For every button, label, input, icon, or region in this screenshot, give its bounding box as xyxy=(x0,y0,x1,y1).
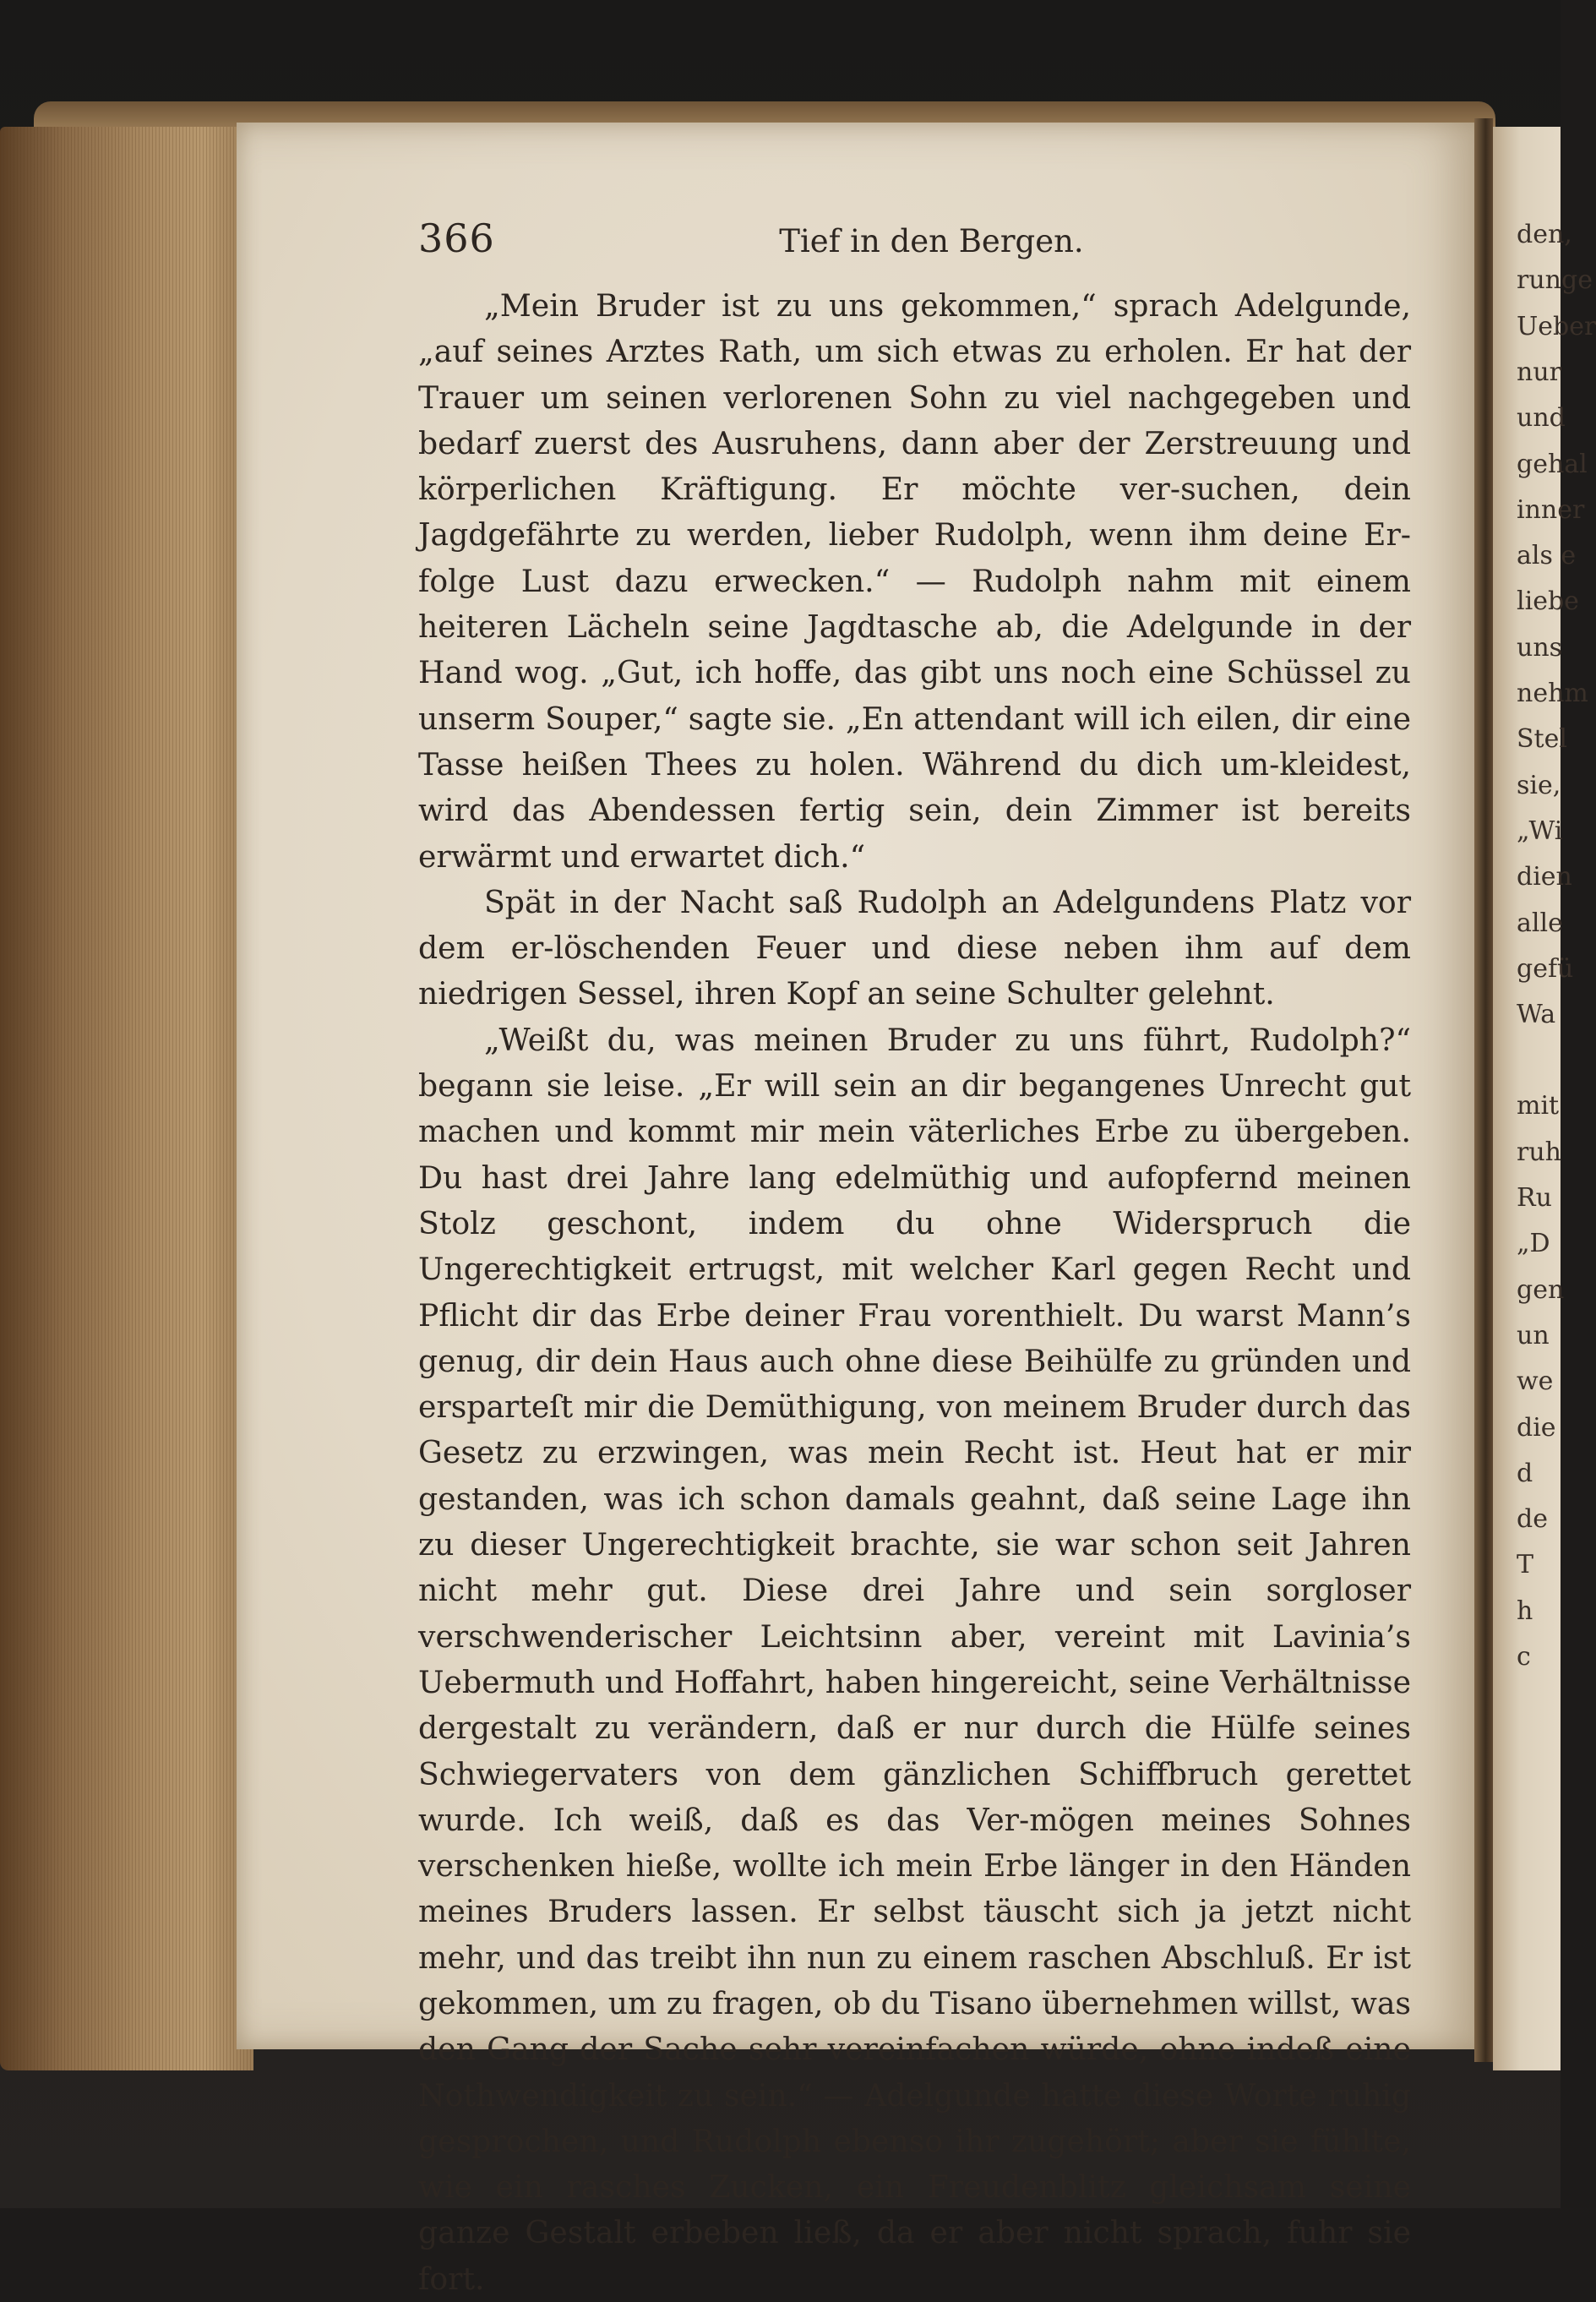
facing-page-fragment: die xyxy=(1517,1412,1556,1443)
facing-page-fragment: de xyxy=(1517,1504,1548,1535)
paragraph: Spät in der Nacht saß Rudolph an Adelgundens Platz vor dem er-löschenden Feuer und diese neben ihm auf dem niedrigen Sessel, ihren Kopf an seine Schulter gelehnt. xyxy=(418,883,1411,1012)
facing-page-fragment: „D xyxy=(1517,1229,1550,1259)
facing-page-fragment: uns xyxy=(1517,632,1563,663)
book-gutter xyxy=(1474,118,1493,2062)
facing-page-fragment: inner xyxy=(1517,494,1585,525)
facing-page-fragment: gefü xyxy=(1517,953,1574,984)
facing-page-fragment: Ueber xyxy=(1517,311,1596,341)
facing-page-fragment: und xyxy=(1517,403,1566,434)
facing-page-fragment: we xyxy=(1517,1366,1554,1397)
paragraph: „Mein Bruder ist zu uns gekommen,“ sprach Adelgunde, „auf seines Arztes Rath, um sich etwas zu erholen. Er hat der Trauer um seinen verlorenen Sohn zu viel nachgegeben und bedarf zuerst des Ausruhens, dann aber der Zerstreuung und körperlichen Kräftigung. Er möchte ver-suchen, dein Jagdgefährte zu werden, lieber Rudolph, wenn ihm deine Er-folge Lust dazu erwecken.“ — Rudolph nahm mit einem heiteren Lächeln seine Jagdtasche ab, die Adelgunde in der Hand wog. „Gut, ich hoffe, das gibt uns noch eine Schüssel zu unserm Souper,“ sagte sie. „En attendant will ich eilen, dir eine Tasse heißen Thees zu holen. Während du dich um-kleidest, wird das Abendessen fertig sein, dein Zimmer ist bereits erwärmt und erwartet dich.“ xyxy=(418,287,1411,875)
facing-page-fragment: den, xyxy=(1517,220,1572,249)
facing-page-fragment: dien xyxy=(1517,862,1572,892)
facing-page-fragment: liebe xyxy=(1517,586,1579,617)
facing-page-fragment: h xyxy=(1517,1596,1533,1626)
facing-page-fragment: nur xyxy=(1517,357,1561,387)
facing-page-fragment: Wa xyxy=(1517,1000,1556,1030)
facing-page-fragment: „Wi xyxy=(1517,816,1563,846)
facing-page-fragment: d xyxy=(1517,1458,1533,1488)
facing-page-fragment: c xyxy=(1517,1642,1531,1672)
facing-page-fragment: gen xyxy=(1517,1274,1565,1305)
facing-page-fragment: als e xyxy=(1517,541,1577,571)
facing-page-fragment: un xyxy=(1517,1320,1550,1350)
facing-page-fragment: alle xyxy=(1517,908,1563,938)
body-text xyxy=(418,283,1411,2302)
running-title: Tief in den Bergen. xyxy=(779,223,1084,259)
facing-page-fragment: Stel xyxy=(1517,724,1567,755)
facing-page-fragment: runge xyxy=(1517,265,1593,296)
book-page-edges xyxy=(0,127,253,2070)
facing-page xyxy=(1493,127,1596,2070)
facing-page-fragment: Ru xyxy=(1517,1183,1552,1213)
facing-page-fragment: ruh xyxy=(1517,1137,1561,1167)
facing-page-fragment: sie, xyxy=(1517,770,1561,800)
facing-page-fragment: nehm xyxy=(1517,679,1588,708)
page-number: 366 xyxy=(418,215,495,261)
running-head xyxy=(418,215,1411,279)
paragraph: „Weißt du, was meinen Bruder zu uns führt, Rudolph?“ begann sie leise. „Er will sein an dir begangenes Unrecht gut machen und kommt mir mein väterliches Erbe zu übergeben. Du hast drei Jahre lang edelmüthig und aufopfernd meinen Stolz geschont, indem du ohne Widerspruch die Ungerechtigkeit ertrugst, mit welcher Karl gegen Recht und Pflicht dir das Erbe deiner Frau vorenthielt. Du warst Mann’s genug, dir dein Haus auch ohne diese Beihülfe zu gründen und ersparteſt mir die Demüthigung, von meinem Bruder durch das Gesetz zu erzwingen, was mein Recht ist. Heut hat er mir gestanden, was ich schon damals geahnt, daß seine Lage ihn zu dieser Ungerechtigkeit brachte, sie war schon seit Jahren nicht mehr gut. Diese drei Jahre und sein sorgloser verschwenderischer Leichtsinn aber, vereint mit Lavinia’s Uebermuth und Hoffahrt, haben hingereicht, seine Verhältnisse dergestalt zu verändern, daß er nur durch die Hülfe seines Schwiegervaters von dem gänzlichen Schiffbruch gerettet wurde. Ich weiß, daß es das Ver-mögen meines Sohnes verschenken hieße, wollte ich mein Erbe länger in den Händen meines Bruders lassen. Er selbst täuscht sich ja jetzt nicht mehr, und das treibt ihn nun zu einem raschen Abschluß. Er ist gekommen, um zu fragen, ob du Tisano übernehmen willst, was den Gang der Sache sehr vereinfachen würde, ohne indeß eine Nothwendigkeit zu sein.“ — Adelgunde hatte diese Worte ruhig gesprochen, und Rudolph ebenso ihr zugehört; aber sie fühlte, wie ein rasches Zucken, ein Freudenblitz gleichsam seine ganze Gestalt erbeben ließ, da er aber nicht sprach, fuhr sie fort. xyxy=(418,1021,1411,2297)
facing-page-fragment: gehal xyxy=(1517,449,1588,479)
facing-page-fragment: mit xyxy=(1517,1091,1560,1121)
text-block xyxy=(418,215,1411,2302)
facing-page-fragment: T xyxy=(1517,1550,1534,1580)
